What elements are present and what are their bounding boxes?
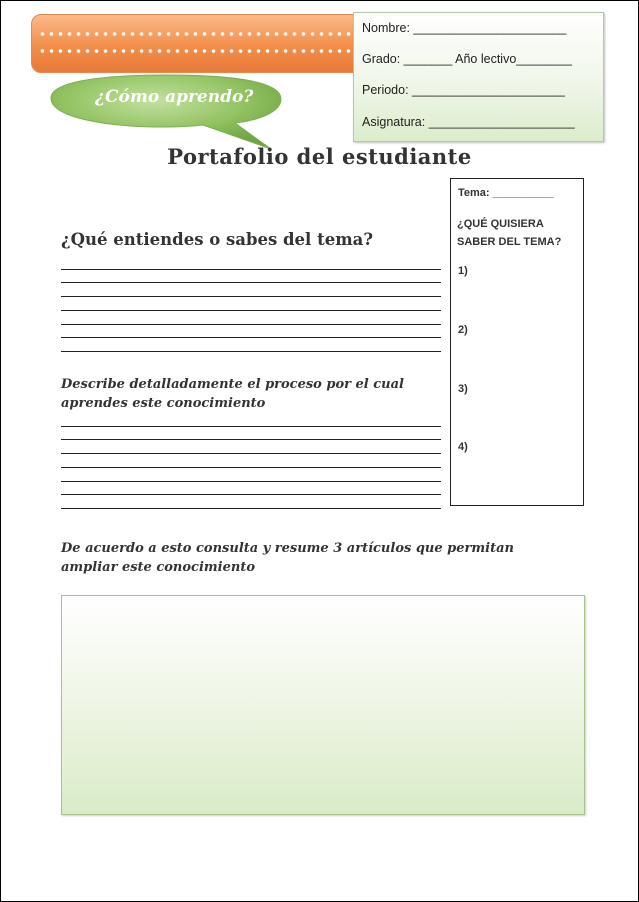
tema-field[interactable]: Tema: __________ <box>458 187 554 199</box>
answer-line <box>61 494 441 495</box>
speech-bubble-shape <box>45 73 295 153</box>
articles-summary-box[interactable] <box>61 595 585 815</box>
answer-line <box>61 269 441 270</box>
answer-line <box>61 337 441 338</box>
answer-line <box>61 324 441 325</box>
page-title: Portafolio del estudiante <box>167 144 472 169</box>
speech-bubble <box>45 73 295 153</box>
question-item-1[interactable]: 1) <box>458 265 468 277</box>
question-item-4[interactable]: 4) <box>458 441 468 453</box>
grado-field[interactable]: Grado: _______ Año lectivo________ <box>362 52 572 66</box>
answer-line <box>61 296 441 297</box>
answer-line <box>61 508 441 509</box>
asignatura-field[interactable]: Asignatura: _____________________ <box>362 115 575 129</box>
banner-dots-bottom <box>38 49 356 53</box>
answer-line <box>61 351 441 352</box>
student-info-box <box>353 12 604 142</box>
nombre-field[interactable]: Nombre: ______________________ <box>362 21 567 35</box>
question-item-3[interactable]: 3) <box>458 383 468 395</box>
question-what-you-know: ¿Qué entiendes o sabes del tema? <box>61 230 374 249</box>
topic-questions-box <box>450 178 584 506</box>
banner-dots-top <box>38 32 356 36</box>
answer-line <box>61 439 441 440</box>
answer-line <box>61 310 441 311</box>
orange-banner <box>31 14 363 73</box>
periodo-field[interactable]: Periodo: ______________________ <box>362 83 565 97</box>
question-research-articles: De acuerdo a esto consulta y resume 3 artículos que permitan ampliar este conocimiento <box>61 541 514 575</box>
answer-line <box>61 481 441 482</box>
answer-line <box>61 467 441 468</box>
answer-line <box>61 282 441 283</box>
want-to-know-heading: ¿QUÉ QUISIERA SABER DEL TEMA? <box>457 218 562 248</box>
question-item-2[interactable]: 2) <box>458 324 468 336</box>
bubble-text: ¿Cómo aprendo? <box>95 87 254 107</box>
answer-line <box>61 426 441 427</box>
answer-line <box>61 453 441 454</box>
question-describe-process: Describe detalladamente el proceso por el cual aprendes este conocimiento <box>61 377 404 411</box>
